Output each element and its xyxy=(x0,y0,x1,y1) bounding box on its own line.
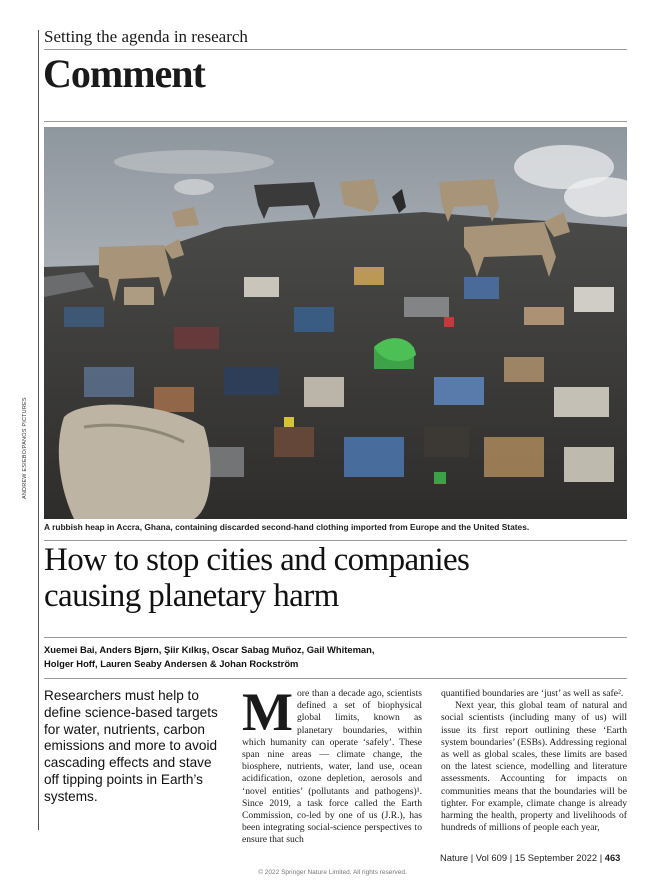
authors-rule xyxy=(44,678,627,679)
page-folio xyxy=(440,852,620,863)
section-title: Comment xyxy=(43,51,205,96)
journal-name: Nature xyxy=(440,852,469,863)
margin-rule xyxy=(38,30,39,830)
headline-rule xyxy=(44,637,627,638)
photo-caption: A rubbish heap in Accra, Ghana, containing discarded second-hand clothing imported from Europe and the United States. xyxy=(44,522,530,532)
folio-separator: | xyxy=(470,852,474,863)
article-photo xyxy=(44,127,627,519)
copyright-notice: © 2022 Springer Nature Limited. All rights reserved. xyxy=(258,869,407,876)
page-number: 463 xyxy=(604,852,621,863)
section-kicker: Setting the agenda in research xyxy=(44,27,248,46)
folio-separator: | xyxy=(599,852,603,863)
author-list xyxy=(44,643,624,671)
headline-line-1: How to stop cities and companies xyxy=(44,542,470,578)
paragraph-2: Next year, this global team of natural and social scientists (including many of us) will issue its first report outlining these ‘Earth system boundaries’ (ESBs). Addressing regional as well as global scales, these limits are based on the latest science, modelling and literature assessments. Accounting for impacts on communities means that the boundaries will be tighter. For example, climate change is already harming the health, property and livelihoods of hundreds of millions of people each year, xyxy=(441,700,627,834)
drop-cap: M xyxy=(242,682,293,742)
issue-date: 15 September 2022 xyxy=(514,852,598,863)
body-column-1 xyxy=(242,682,422,847)
volume: Vol 609 xyxy=(475,852,508,863)
authors-line-2: Holger Hoff, Lauren Seaby Andersen & Johan Rockström xyxy=(44,658,299,669)
authors-line-1: Xuemei Bai, Anders Bjørn, Şiir Kılkış, Oscar Sabag Muñoz, Gail Whiteman, xyxy=(44,644,375,655)
body-column-2 xyxy=(441,688,627,834)
paragraph-1-continued: quantified boundaries are ‘just’ as well as safe². xyxy=(441,688,624,699)
headline-line-2: causing planetary harm xyxy=(44,578,339,614)
paragraph-1 xyxy=(242,682,422,847)
photo-credit: ANDREW ESIEBO/PANOS PICTURES xyxy=(22,397,28,499)
caption-rule xyxy=(44,540,627,541)
folio-separator: | xyxy=(509,852,513,863)
title-rule xyxy=(44,121,627,122)
article-headline xyxy=(44,542,624,614)
paragraph-1-text: ore than a decade ago, scientists defined a set of biophysical global limits, known as planetary boundaries, within which humanity can operate ‘safely’. These span nine areas — climate change, the biosphere, nutrients, water, land use, ocean acidification, ozone depletion, aerosols and ‘novel entities’ (pollutants and pathogens)¹. Since 2019, a task force called the Earth Commission, co-led by one of us (J.R.), has been integrating social-science perspectives to ensure that such xyxy=(242,688,422,846)
standfirst: Researchers must help to define science-based targets for water, nutrients, carbon emissions and more to avoid cascading effects and stave off tipping points in Earth’s systems. xyxy=(44,688,218,804)
